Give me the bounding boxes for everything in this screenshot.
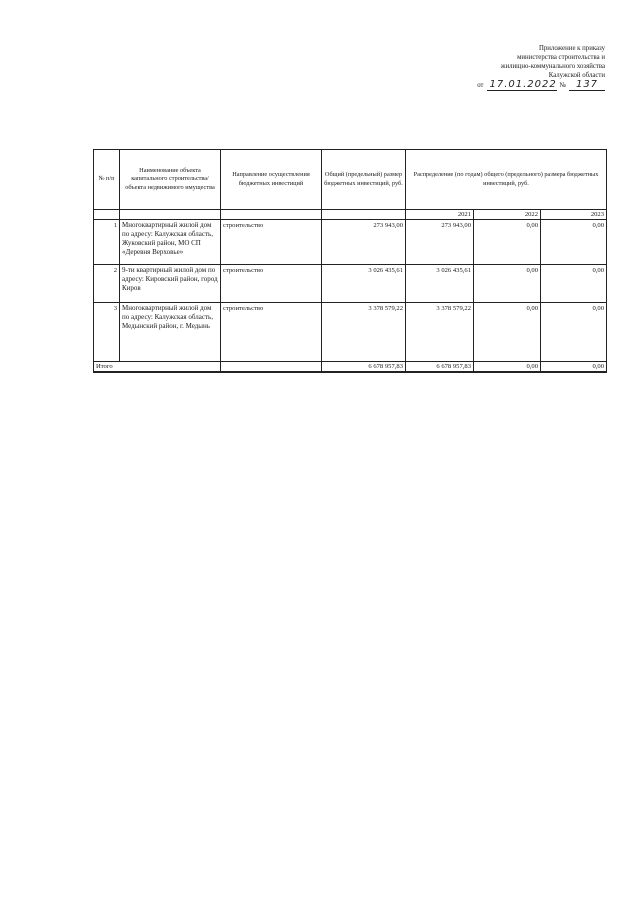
- row-direction: строительство: [221, 220, 322, 265]
- row-total: 273 943,00: [322, 220, 406, 265]
- table-header-row: [94, 150, 607, 210]
- row-num: 1: [94, 220, 120, 265]
- year-2021: 2021: [406, 210, 474, 220]
- appendix-header: [405, 44, 605, 91]
- total-row: [94, 362, 607, 373]
- handwritten-number: 137: [569, 79, 605, 91]
- year-2023: 2023: [541, 210, 607, 220]
- row-num: 3: [94, 303, 120, 362]
- table-row: [94, 220, 607, 265]
- row-2023: 0,00: [541, 303, 607, 362]
- header-total: Общий (предельный) размер бюджетных инвестиций, руб.: [322, 150, 406, 210]
- row-total: 3 026 435,61: [322, 265, 406, 303]
- row-direction: строительство: [221, 265, 322, 303]
- row-direction: строительство: [221, 303, 322, 362]
- date-prefix: от: [477, 82, 484, 89]
- order-date-number: [405, 79, 605, 91]
- investment-table: [93, 149, 607, 373]
- table-row: [94, 303, 607, 362]
- row-2021: 273 943,00: [406, 220, 474, 265]
- header-distribution: Распределение (по годам) общего (предельного) размера бюджетных инвестиций, руб.: [406, 150, 607, 210]
- total-sum: 6 678 957,83: [322, 362, 406, 373]
- row-2023: 0,00: [541, 265, 607, 303]
- header-object: Наименование объекта капитального строительства/объекта недвижимого имущества: [120, 150, 221, 210]
- row-object: Многоквартирный жилой дом по адресу: Калужская область, Медынский район, г. Медынь: [120, 303, 221, 362]
- total-2022: 0,00: [474, 362, 541, 373]
- total-2023: 0,00: [541, 362, 607, 373]
- table-row: [94, 265, 607, 303]
- row-num: 2: [94, 265, 120, 303]
- appendix-line: жилищно-коммунального хозяйства: [500, 63, 605, 70]
- number-prefix: №: [559, 82, 566, 89]
- row-2022: 0,00: [474, 303, 541, 362]
- appendix-line: Приложение к приказу: [538, 45, 605, 52]
- appendix-line: Калужской области: [548, 72, 605, 79]
- year-2022: 2022: [474, 210, 541, 220]
- total-label: Итого: [94, 362, 221, 373]
- row-2021: 3 378 579,22: [406, 303, 474, 362]
- header-direction: Направление осуществления бюджетных инвестиций: [221, 150, 322, 210]
- row-object: Многоквартирный жилой дом по адресу: Калужская область, Жуковский район, МО СП «Деревня Верховье»: [120, 220, 221, 265]
- row-object: 9-ти квартирный жилой дом по адресу: Кировский район, город Киров: [120, 265, 221, 303]
- row-2023: 0,00: [541, 220, 607, 265]
- appendix-line: министерства строительства и: [517, 54, 605, 61]
- table-years-row: [94, 210, 607, 220]
- row-total: 3 378 579,22: [322, 303, 406, 362]
- header-num: № п/п: [94, 150, 120, 210]
- handwritten-date: 17.01.2022: [487, 79, 557, 91]
- row-2022: 0,00: [474, 220, 541, 265]
- total-2021: 6 678 957,83: [406, 362, 474, 373]
- row-2022: 0,00: [474, 265, 541, 303]
- row-2021: 3 026 435,61: [406, 265, 474, 303]
